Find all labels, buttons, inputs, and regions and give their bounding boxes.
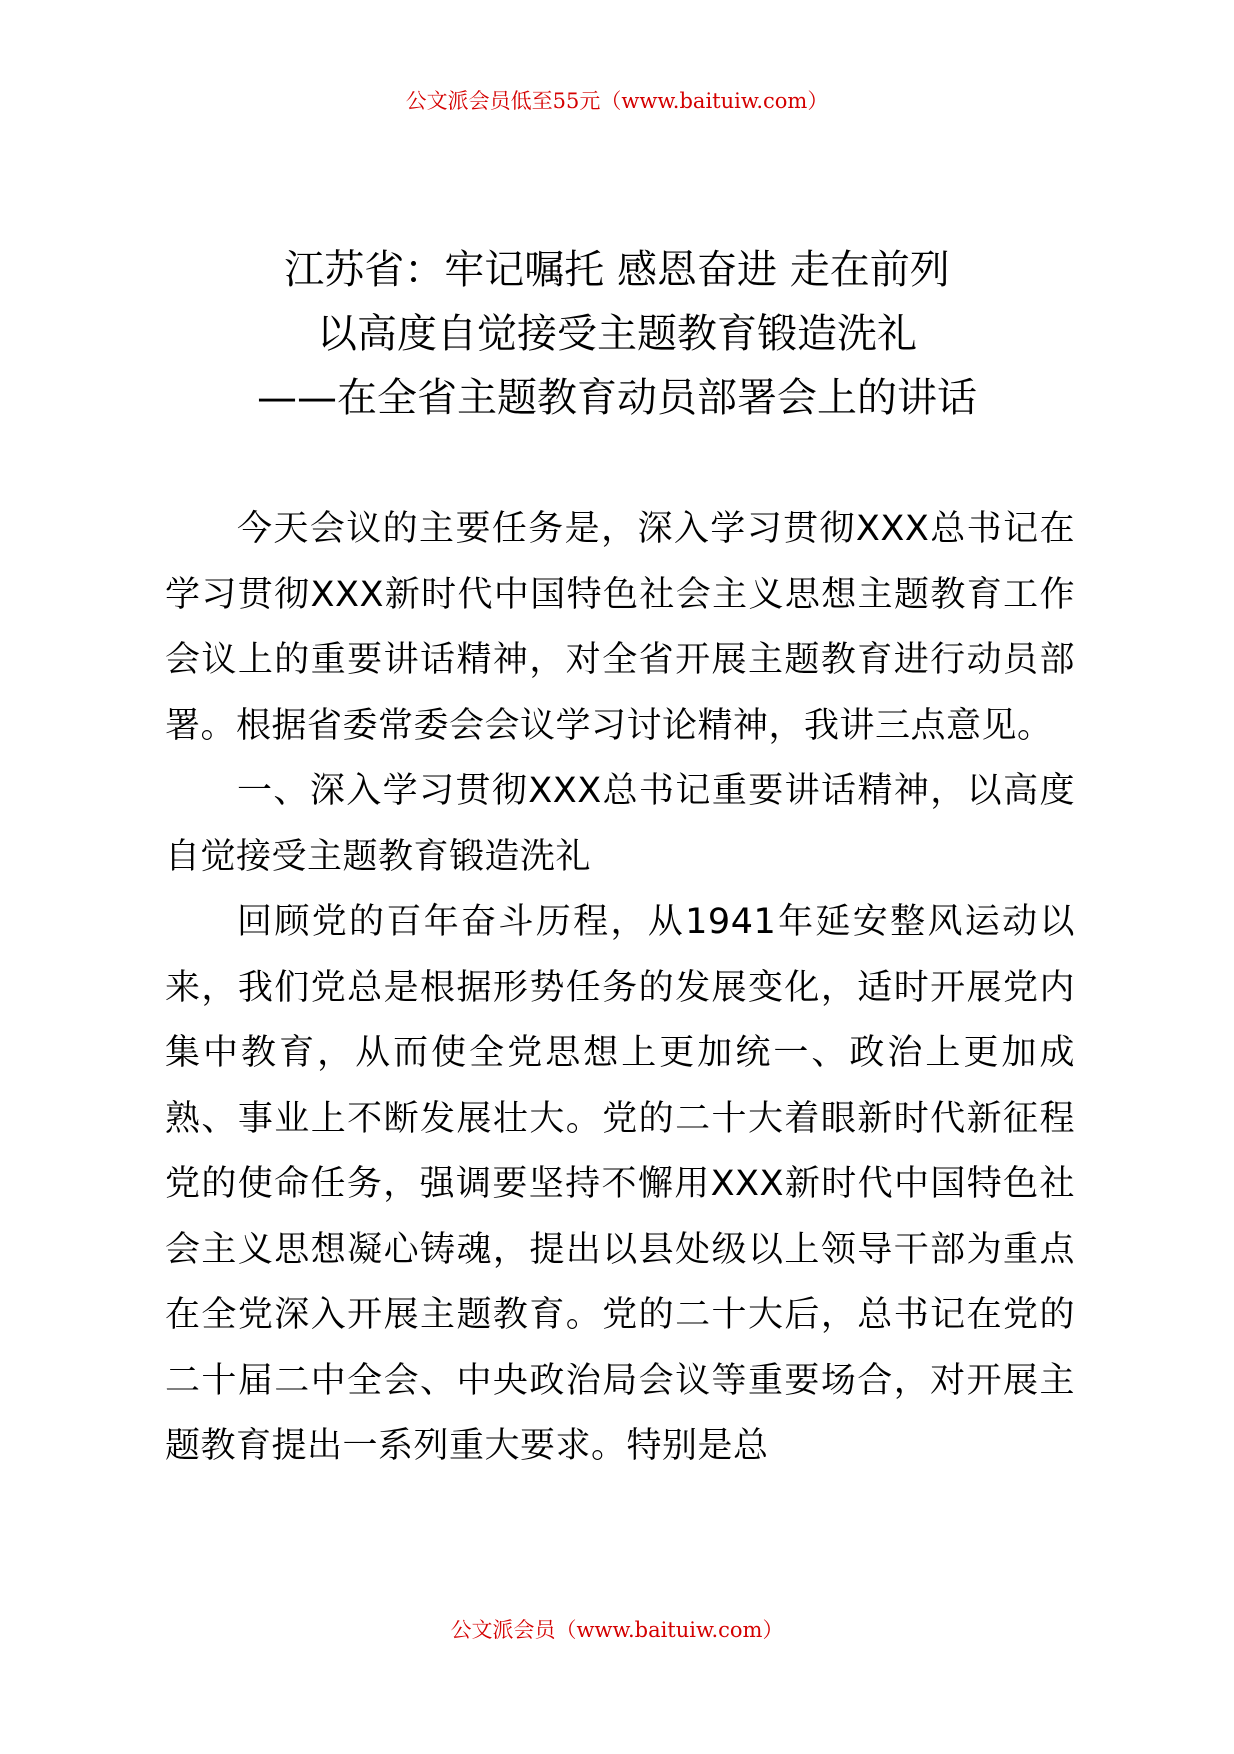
footer-watermark-banner: 公文派会员（www.baituiw.com） — [450, 1618, 784, 1642]
title-line-1: 江苏省：牢记嘱托 感恩奋进 走在前列 — [284, 247, 950, 293]
title-line-2: 以高度自觉接受主题教育锻造洗礼 — [317, 311, 917, 357]
document-title — [0, 238, 1234, 430]
body-paragraph-review: 回顾党的百年奋斗历程，从1941年延安整风运动以来，我们党总是根据形势任务的发展变化，适时开展党内集中教育，从而使全党思想上更加统一、政治上更加成熟、事业上不断发展壮大。党的二十大着眼新时代新征程党的使命任务，强调要坚持不懈用XXX新时代中国特色社会主义思想凝心铸魂，提出以县处级以上领导干部为重点在全党深入开展主题教育。党的二十大后，总书记在党的二十届二中全会、中央政治局会议等重要场合，对开展主题教育提出一系列重大要求。特别是总 — [165, 902, 1075, 1466]
header-watermark-banner: 公文派会员低至55元（www.baituiw.com） — [405, 89, 829, 113]
title-line-3: ——在全省主题教育动员部署会上的讲话 — [257, 375, 977, 421]
body-paragraph-intro: 今天会议的主要任务是，深入学习贯彻XXX总书记在学习贯彻XXX新时代中国特色社会主义思想主题教育工作会议上的重要讲话精神，对全省开展主题教育进行动员部署。根据省委常委会会议学习讨论精神，我讲三点意见。 — [165, 509, 1075, 746]
document-body — [165, 497, 1075, 1480]
section-heading-one: 一、深入学习贯彻XXX总书记重要讲话精神，以高度自觉接受主题教育锻造洗礼 — [165, 771, 1075, 877]
